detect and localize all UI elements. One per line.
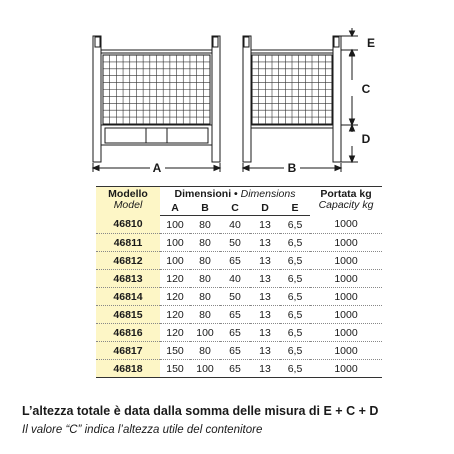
dim-c-cell: 40 [220,216,250,234]
dim-d-header: D [250,201,280,216]
dim-b-cell: 80 [190,216,220,234]
capacity-cell: 1000 [310,324,382,342]
model-header-label-en: Model [113,199,143,211]
dimensions-group-header [160,187,310,202]
dim-d-cell: 13 [250,216,280,234]
dim-c-cell: 65 [220,342,250,360]
capacity-cell: 1000 [310,270,382,288]
dim-c-cell: 65 [220,306,250,324]
dimension-b-label: B [287,161,297,175]
table-row [96,360,382,378]
dim-b-cell: 80 [190,306,220,324]
dim-e-cell: 6,5 [280,234,310,252]
model-cell: 46812 [96,252,160,270]
dim-c-header: C [220,201,250,216]
dim-c-cell: 65 [220,252,250,270]
dim-a-cell: 100 [160,234,190,252]
model-column-header [96,187,160,216]
dim-e-cell: 6,5 [280,324,310,342]
model-cell: 46810 [96,216,160,234]
capacity-cell: 1000 [310,306,382,324]
dimensions-header-label-en: Dimensions [240,188,296,200]
dim-e-cell: 6,5 [280,252,310,270]
dim-e-cell: 6,5 [280,306,310,324]
front-view-drawing [93,36,220,162]
table-row [96,306,382,324]
useful-height-note: Il valore “C” indica l’altezza utile del contenitore [22,424,263,436]
dim-a-cell: 120 [160,324,190,342]
dim-a-cell: 100 [160,216,190,234]
specifications-table [96,186,382,378]
table-row [96,252,382,270]
model-cell: 46811 [96,234,160,252]
dimension-c-label: C [361,82,371,96]
dimension-e-label: E [367,36,376,50]
dim-c-cell: 50 [220,234,250,252]
capacity-cell: 1000 [310,234,382,252]
table-row [96,342,382,360]
model-cell: 46817 [96,342,160,360]
total-height-note: L’altezza totale è data dalla somma delle misura di E + C + D [22,404,379,418]
dimensions-header-label: Dimensioni [174,188,232,200]
dim-e-cell: 6,5 [280,360,310,378]
dim-a-cell: 120 [160,306,190,324]
dim-d-cell: 13 [250,324,280,342]
dim-c-cell: 65 [220,360,250,378]
container-diagram [0,0,454,180]
dim-e-cell: 6,5 [280,288,310,306]
dimension-d-label: D [361,132,371,146]
dim-e-cell: 6,5 [280,342,310,360]
dimension-a-label: A [152,161,162,175]
dim-e-header: E [280,201,310,216]
table-row [96,234,382,252]
model-cell: 46815 [96,306,160,324]
model-header-label: Modello [108,188,148,200]
dim-d-cell: 13 [250,252,280,270]
capacity-header-label-en: Capacity kg [318,199,374,211]
capacity-cell: 1000 [310,342,382,360]
capacity-cell: 1000 [310,252,382,270]
dim-a-cell: 120 [160,288,190,306]
dim-b-cell: 80 [190,288,220,306]
dim-c-cell: 50 [220,288,250,306]
dim-b-cell: 80 [190,252,220,270]
capacity-cell: 1000 [310,216,382,234]
dim-c-cell: 40 [220,270,250,288]
dim-b-cell: 80 [190,234,220,252]
capacity-cell: 1000 [310,360,382,378]
dim-d-cell: 13 [250,234,280,252]
dim-a-cell: 150 [160,360,190,378]
dim-d-cell: 13 [250,360,280,378]
model-cell: 46816 [96,324,160,342]
dim-e-cell: 6,5 [280,270,310,288]
table-row [96,324,382,342]
dim-a-cell: 120 [160,270,190,288]
capacity-header-label: Portata kg [320,188,372,200]
dim-c-cell: 65 [220,324,250,342]
dim-d-cell: 13 [250,306,280,324]
dim-d-cell: 13 [250,342,280,360]
model-cell: 46818 [96,360,160,378]
dim-b-cell: 100 [190,360,220,378]
table-row [96,216,382,234]
capacity-cell: 1000 [310,288,382,306]
dim-b-cell: 80 [190,270,220,288]
capacity-column-header [310,187,382,216]
dim-a-cell: 100 [160,252,190,270]
model-cell: 46814 [96,288,160,306]
dim-b-header: B [190,201,220,216]
dim-d-cell: 13 [250,288,280,306]
dim-e-cell: 6,5 [280,216,310,234]
dim-a-cell: 150 [160,342,190,360]
vertical-dimensions [341,28,358,162]
table-row [96,288,382,306]
dim-a-header: A [160,201,190,216]
side-view-drawing [243,36,341,162]
dim-b-cell: 100 [190,324,220,342]
dim-b-cell: 80 [190,342,220,360]
dim-d-cell: 13 [250,270,280,288]
model-cell: 46813 [96,270,160,288]
table-row [96,270,382,288]
dimensions-header-sep: • [231,188,241,200]
